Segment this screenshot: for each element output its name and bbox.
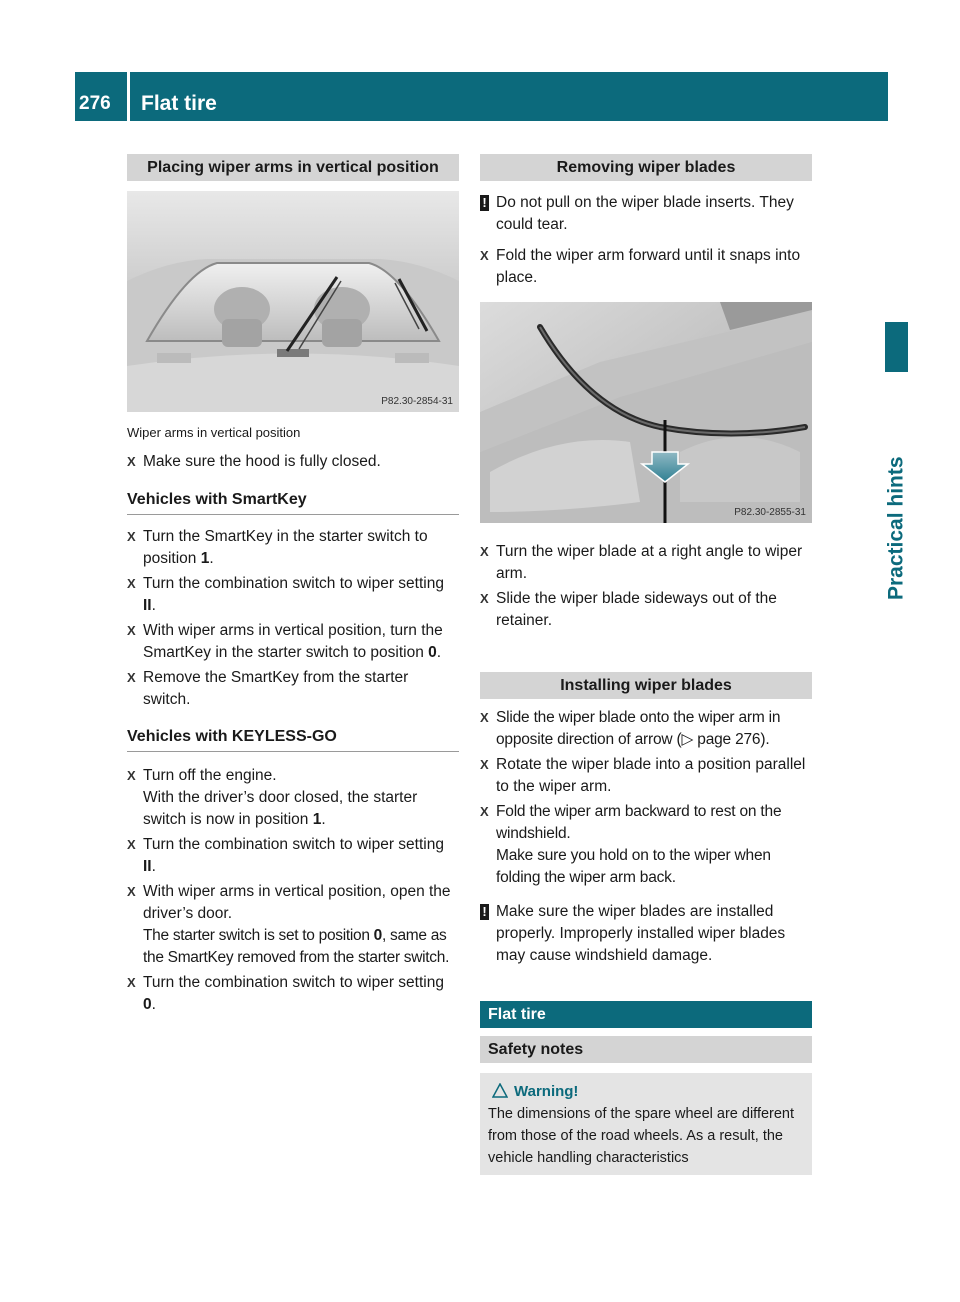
smartkey-steps — [127, 526, 459, 711]
step-installing-1: X Slide the wiper blade onto the wiper arm in opposite direction of arrow (▷ page 276). — [480, 709, 781, 748]
step-marker-icon: X — [480, 544, 489, 559]
step-keyless-2: X Turn the combination switch to wiper setting II. — [127, 836, 444, 875]
step-marker-icon: X — [127, 884, 136, 899]
section-title-flat-tire: Flat tire — [480, 1001, 812, 1028]
note-installing: ! Make sure the wiper blades are installed properly. Improperly installed wiper blades may cause windshield damage. — [480, 901, 812, 967]
keyless-steps — [127, 765, 459, 1016]
step-marker-icon: X — [480, 757, 489, 772]
step-keyless-4: X Turn the combination switch to wiper setting 0. — [127, 974, 444, 1013]
figure-code: P82.30-2854-31 — [381, 396, 453, 407]
caution-icon: ! — [480, 195, 489, 211]
page-reference-link[interactable]: ▷ page 276 — [681, 731, 761, 748]
right-column — [480, 154, 812, 1175]
wiper-blade-illustration — [480, 302, 812, 523]
heading-keyless-go: Vehicles with KEYLESS-GO — [127, 726, 459, 752]
step-marker-icon: X — [127, 975, 136, 990]
installing-steps — [480, 707, 812, 889]
step-marker-icon: X — [480, 710, 489, 725]
section-title-safety-notes: Safety notes — [480, 1036, 812, 1063]
warning-text: The dimensions of the spare wheel are different from those of the road wheels. As a result, the vehicle handling characteristics — [488, 1106, 795, 1166]
section-title-installing: Installing wiper blades — [480, 672, 812, 699]
step-marker-icon: X — [127, 576, 136, 591]
left-column — [127, 154, 459, 1019]
figure-caption: Wiper arms in vertical position — [127, 425, 301, 440]
step-marker-icon: X — [480, 591, 489, 606]
section-title-removing: Removing wiper blades — [480, 154, 812, 181]
figure-wiper-blade — [480, 302, 812, 523]
step-marker-icon: X — [127, 454, 136, 469]
step-smartkey-4: X Remove the SmartKey from the starter switch. — [127, 669, 409, 708]
side-tab — [885, 380, 908, 600]
page-title: Flat tire — [141, 92, 217, 115]
warning-box — [480, 1073, 812, 1175]
caution-icon: ! — [480, 904, 489, 920]
section-title-vertical-position: Placing wiper arms in vertical position — [127, 154, 459, 181]
figure-code: P82.30-2855-31 — [734, 507, 806, 518]
page-number: 276 — [79, 93, 111, 114]
note-removing: ! Do not pull on the wiper blade inserts. They could tear. — [480, 192, 812, 236]
step-marker-icon: X — [127, 623, 136, 638]
step-marker-icon: X — [127, 670, 136, 685]
warning-title: Warning! — [488, 1081, 804, 1103]
step-removing-2: X Turn the wiper blade at a right angle to wiper arm. — [480, 543, 803, 582]
step-removing-1: X Fold the wiper arm forward until it snaps into place. — [480, 247, 801, 286]
step-hood: X Make sure the hood is fully closed. — [127, 451, 459, 473]
step-smartkey-1: X Turn the SmartKey in the starter switch to position 1. — [127, 528, 428, 567]
step-keyless-1: X Turn off the engine. With the driver’s door closed, the starter switch is now in position 1. — [127, 767, 418, 828]
step-marker-icon: X — [480, 248, 489, 263]
side-tab-marker — [885, 322, 908, 372]
step-marker-icon: X — [127, 529, 136, 544]
header-divider — [127, 72, 130, 121]
step-keyless-3: X With wiper arms in vertical position, open the driver’s door. The starter switch is set to position 0, same as the SmartKey removed from the starter switch. — [127, 883, 451, 966]
heading-smartkey: Vehicles with SmartKey — [127, 489, 459, 515]
step-marker-icon: X — [127, 768, 136, 783]
step-installing-3: X Fold the wiper arm backward to rest on the windshield. Make sure you hold on to the wiper when folding the wiper arm back. — [480, 803, 782, 886]
step-marker-icon: X — [127, 837, 136, 852]
step-removing-3: X Slide the wiper blade sideways out of the retainer. — [480, 590, 777, 629]
step-smartkey-2: X Turn the combination switch to wiper setting II. — [127, 575, 444, 614]
step-marker-icon: X — [480, 804, 489, 819]
side-tab-label: Practical hints — [885, 456, 908, 600]
step-smartkey-3: X With wiper arms in vertical position, turn the SmartKey in the starter switch to position 0. — [127, 622, 443, 661]
warning-triangle-icon — [492, 1083, 508, 1098]
step-installing-2: X Rotate the wiper blade into a position parallel to the wiper arm. — [480, 756, 806, 795]
windshield-illustration — [127, 191, 459, 412]
figure-wipers-vertical — [127, 191, 459, 412]
